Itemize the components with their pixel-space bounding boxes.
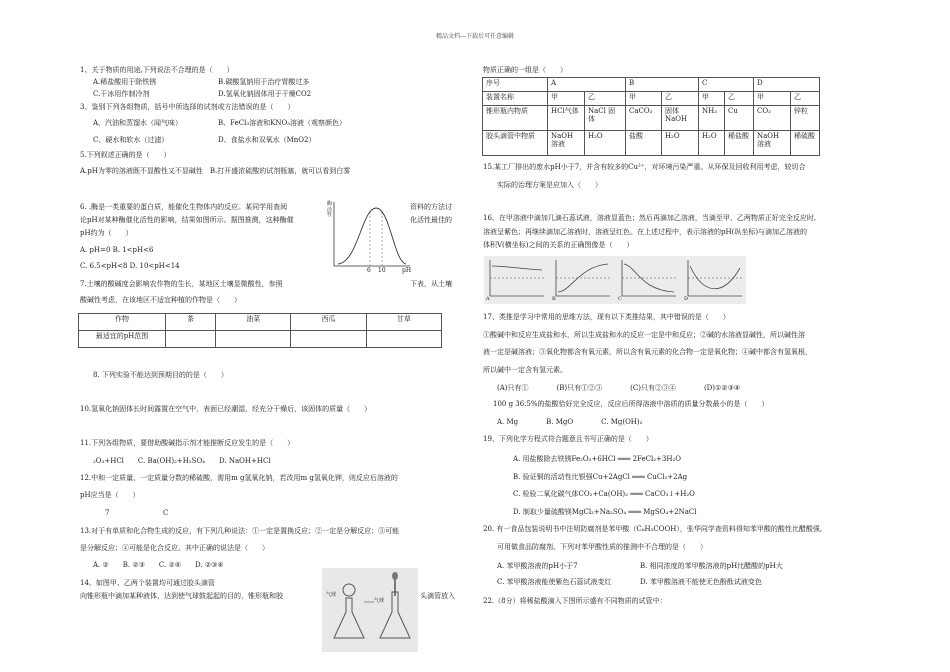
table-cell: A: [548, 78, 626, 92]
question-8: 8. 下列实验不能达到预期目的的是（ ）: [93, 371, 228, 379]
q3-option-d: D、食盐水和双氧水（MnO2）: [218, 136, 316, 144]
q20-option-d: D. 苯甲酸溶液不能使无色酚酞试液变色: [640, 578, 762, 586]
question-12-line1: 12.中和一定质量、一定质量分数的稀硫酸，需用m g氢氧化钠，若改用m g氢氧化钾，则反应后溶液的: [80, 474, 398, 482]
question-15-line2: 实际的治理方案是应加入（ ）: [497, 181, 602, 189]
table-cell: [166, 331, 216, 348]
question-3: 3、鉴别下列各组物质，括号中所选择的试剂或方法错误的是（ ）: [80, 103, 295, 111]
table-cell: H₂O: [698, 131, 724, 156]
q19-option-c: C. 检验二氧化碳气体CO₂+Ca(OH)₂ ═══ CaCO₃↓+H₂O: [513, 490, 695, 498]
table-cell: 乙: [585, 92, 626, 106]
question-19: 19、下列化学方程式符合题意且书写正确的是（ ）: [483, 435, 653, 443]
table-row: [483, 131, 820, 156]
question-14-line2-end: 头滴管放入: [420, 592, 455, 600]
graph-label-b: B: [552, 296, 556, 302]
q12-option-fragment: 7: [105, 509, 110, 517]
table-cell: NaCl 固体: [585, 106, 626, 131]
table-cell: 序号: [483, 78, 548, 92]
q3-option-a: A、汽油和蒸馏水（闻气味）: [93, 119, 183, 127]
table-cell: 甘草: [366, 314, 441, 331]
q11-options: ₂O₃+HCl C. Ba(OH)₂+H₂SO₄ D. NaOH+HCl: [93, 457, 271, 465]
q13-options: A. ② B. ②③ C. ②④ D. ②③④: [93, 561, 224, 569]
question-17-line1: ①酸碱中和反应生成盐和水，所以生成盐和水的反应一定是中和反应；②碱的水溶液显碱性，所以碱性溶: [483, 331, 805, 339]
table-cell: 甲: [626, 92, 662, 106]
question-16-line3: 体积V(横坐标)之间的关系的正确图像是（ ）: [483, 241, 634, 249]
graph-label-d: D: [684, 296, 689, 302]
question-14-line2: 向锥形瓶中滴加某种液体，达到使气球鼓起起的目的，锥形瓶和胶: [80, 592, 283, 600]
table-row: [79, 331, 442, 348]
balloon-label: 气球: [374, 598, 385, 604]
table-cell: 油菜: [216, 314, 291, 331]
table-cell: H₂O: [585, 131, 626, 156]
crop-ph-table: [78, 313, 442, 348]
table-cell: 甲: [698, 92, 724, 106]
chart-x-tick-6: 6: [367, 267, 371, 274]
question-6-line1: 6. .酶是一类重要的蛋白质，能催化生物体内的反应。某同学用查阅: [80, 203, 288, 211]
table-cell: NaOH 溶液: [754, 131, 791, 156]
table-cell: 盐酸: [626, 131, 662, 156]
flask-apparatus-image: [322, 568, 418, 652]
table-cell: CaCO₃: [626, 106, 662, 131]
question-12-line2: pH应当是（ ）: [80, 491, 140, 499]
question-14-continued: 物质正确的一组是（ ）: [483, 66, 567, 74]
question-13-line2: 是分解反应；④可能是化合反应。其中正确的说法是（ ）: [80, 544, 269, 552]
table-cell: D: [754, 78, 820, 92]
flask-icon: [322, 568, 418, 652]
graph-label-c: C: [618, 296, 622, 302]
question-17: 17、类推是学习中常用的思维方法，现有以下类推结果，其中错误的是（ ）: [483, 313, 730, 321]
table-cell: CO₂: [754, 106, 791, 131]
table-cell: 固体NaOH: [661, 106, 698, 131]
q19-option-d: D. 制取少量硫酸镁MgCl₂+Na₂SO₄ ═══ MgSO₄+2NaCl: [513, 508, 697, 516]
question-7-line1: 7.土壤的酸碱度会影响农作物的生长，某地区土壤显微酸性，参照: [80, 280, 283, 288]
question-14-line1: 14、如图甲、乙两个装置均可通过胶头滴管: [80, 579, 215, 587]
question-15: 15.某工厂排出的废水pH小于7，并含有较多的Cu²⁺，对环境污染严重。从环保及回收利用考虑，较切合: [483, 163, 806, 171]
question-10: 10.氢氧化钠固体长时间露置在空气中，表面已经潮湿，经充分干燥后，该固体的质量（ ）: [80, 405, 372, 413]
question-20: 20. 有一食品包装说明书中注明防腐剂是苯甲酸（C₆H₅COOH），张华同学查资料得知苯甲酸的酸性比醋酸强,: [483, 525, 823, 533]
question-1: 1、关于物质的用途,下列说法不合理的是（ ）: [80, 66, 234, 74]
table-cell: 作物: [79, 314, 166, 331]
table-cell: 最适宜的pH范围: [79, 331, 166, 348]
table-cell: [366, 331, 441, 348]
table-cell: NH₃: [698, 106, 724, 131]
chart-y-label: 酶活性: [327, 201, 333, 218]
question-6-line1-end: 资料的方法讨: [410, 203, 452, 211]
table-cell: B: [626, 78, 699, 92]
table-cell: 甲: [754, 92, 791, 106]
question-16-line2: 溶液呈紫色；再继续滴加乙溶液时，溶液呈红色。在上述过程中，表示溶液的pH(纵坐标)与滴加乙溶液的: [483, 228, 808, 236]
question-18: 100 g 36.5%的盐酸恰好完全反应，反应后所得溶液中溶质的质量分数最小的是（ ）: [493, 400, 769, 408]
q20-option-a: A. 苯甲酸溶液的pH小于7: [497, 562, 578, 570]
table-cell: 胶头滴管中物质: [483, 131, 548, 156]
page-header: 精品文档---下载后可任意编辑: [435, 33, 515, 40]
table-cell: C: [698, 78, 753, 92]
question-20-line2: 可用做食品防腐剂。下列对苯甲酸性质的推测中不合理的是（ ）: [497, 543, 707, 551]
apparatus-table: [482, 77, 820, 156]
table-cell: NaOH 溶液: [548, 131, 585, 156]
question-6-line3: pH约为（ ）: [80, 229, 133, 237]
table-cell: H₂O: [661, 131, 698, 156]
q1-option-c: C.干冰用作制冷剂: [93, 90, 150, 98]
question-22: 22.（8分）将稀盐酸滴入下图所示盛有不同物质的试管中：: [483, 597, 667, 605]
table-cell: 乙: [661, 92, 698, 106]
table-cell: 甲: [548, 92, 585, 106]
q6-options-ab: A. pH=0 B. 1<pH<6: [80, 246, 154, 254]
q19-option-a: A. 用盐酸除去铁锈Fe₂O₃+6HCl ═══ 2FeCl₂+3H₂O: [513, 455, 682, 463]
table-row: [483, 78, 820, 92]
table-cell: 西瓜: [291, 314, 366, 331]
table-cell: 茶: [166, 314, 216, 331]
table-cell: 乙: [791, 92, 820, 106]
table-row: [79, 314, 442, 331]
table-cell: HCl气体: [548, 106, 585, 131]
q3-option-b: B、FeCl₃溶液和KNO₃溶液（观察颜色）: [218, 119, 347, 127]
question-5: 5.下列叙述正确的是（ ）: [80, 151, 171, 159]
ph-graphs: [484, 256, 746, 304]
question-16-line1: 16、在甲溶液中滴加几滴石蕊试液，溶液显蓝色；然后再滴加乙溶液，当滴至甲、乙两物质正好完全反应时,: [483, 214, 817, 222]
q1-option-b: B.碳酸氢钠用于治疗胃酸过多: [218, 78, 310, 86]
q3-option-c: C、硬水和软水（过滤）: [93, 136, 169, 144]
q5-options: A.pH为零的溶液既不显酸性又不显碱性 B.打开盛浓硫酸的试剂瓶塞，就可以看到白雾: [80, 167, 351, 175]
question-6-line2-end: 化活性最佳的: [410, 216, 452, 224]
q20-option-b: B. 相同浓度的苯甲酸溶液的pH比醋酸的pH大: [640, 562, 783, 570]
question-17-line3: 所以碱中一定含有氢元素。: [483, 366, 567, 374]
table-cell: 稀硫酸: [791, 131, 820, 156]
table-cell: 装置名称: [483, 92, 548, 106]
q20-option-c: C. 苯甲酸溶液能使紫色石蕊试液变红: [497, 578, 612, 586]
table-cell: [291, 331, 366, 348]
question-6-line2: 论pH对某种酶催化活性的影响，结果如图所示。据图推测，这种酶催: [80, 216, 294, 224]
balloon-label: 气球: [326, 592, 337, 598]
table-cell: 锥形瓶内物质: [483, 106, 548, 131]
q18-options: A. Mg B. MgO C. Mg(OH)₂: [497, 418, 643, 426]
table-row: [483, 106, 820, 131]
q6-options-cd: C. 6.5<pH<8 D. 10<pH<14: [80, 262, 180, 270]
question-7-line2: 酸碱性考虑，在该地区不适宜种植的作物是（ ）: [80, 296, 241, 304]
table-cell: 稀盐酸: [725, 131, 754, 156]
chart-x-unit: pH: [402, 267, 412, 274]
graph-label-a: A: [486, 296, 490, 302]
q1-option-a: A.稀盐酸用于除铁锈: [93, 78, 157, 86]
question-17-line2: 液一定是碱溶液；③氧化物都含有氧元素，所以含有氧元素的化合物一定是氧化物；④碱中都含有氢氧根，: [483, 348, 812, 356]
ph-graphs-image: [484, 256, 746, 304]
q1-option-d: D.氢氧化钠固体用于干燥CO2: [218, 90, 312, 98]
chart-x-tick-10: 10: [378, 267, 386, 274]
table-row: [483, 92, 820, 106]
q12-option-fragment: C: [163, 509, 169, 517]
table-cell: [216, 331, 291, 348]
question-11: 11.下列各组物质，要借助酸碱指示剂才能推断反应发生的是（ ）: [80, 439, 295, 447]
question-7-line1-end: 下表，从土壤: [410, 280, 452, 288]
table-cell: 锌粒: [791, 106, 820, 131]
question-13-line1: 13.对于有单质和化合物生成的反应，有下列几种说法：①一定是置换反应；②一定是分解反应；③可能: [80, 527, 400, 535]
table-cell: Cu: [725, 106, 754, 131]
q19-option-b: B. 验证铜的活动性比银强Cu+2AgCl ═══ CuCl₂+2Ag: [513, 473, 688, 481]
q17-options: (A)只有① (B)只有①②③ (C)只有②③④ (D)①②③④: [497, 384, 741, 392]
table-cell: 乙: [725, 92, 754, 106]
